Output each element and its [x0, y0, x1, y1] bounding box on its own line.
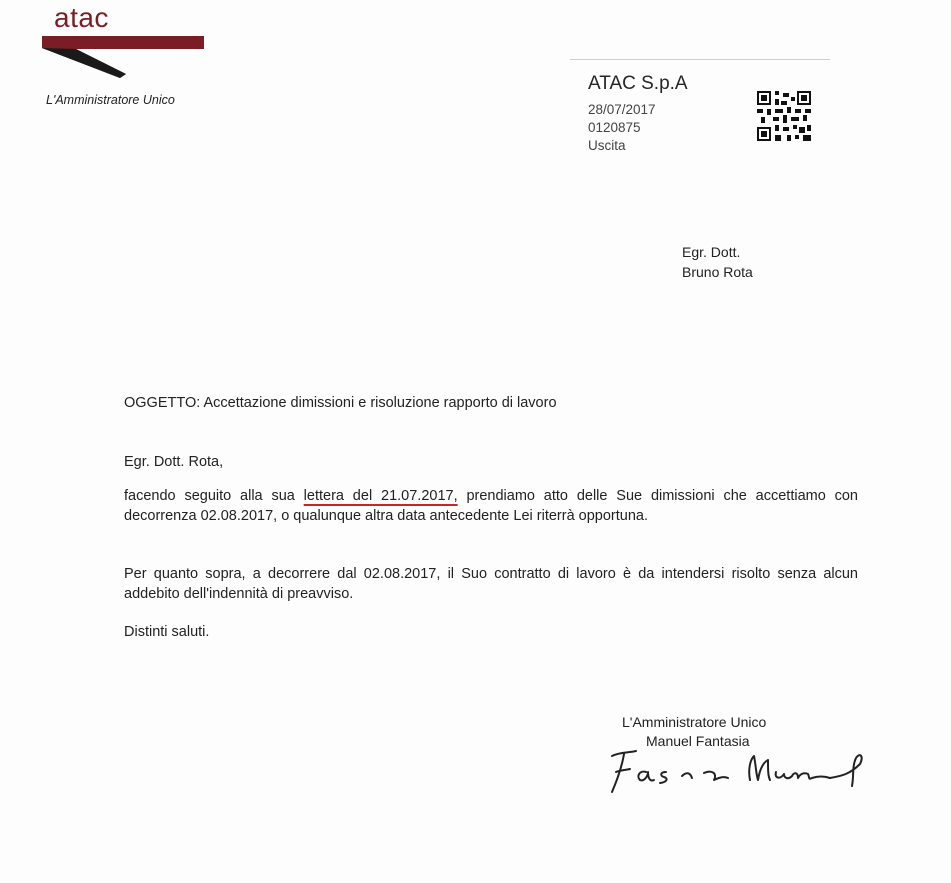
protocol-number: 0120875	[588, 120, 641, 135]
body-paragraph-2: Per quanto sopra, a decorrere dal 02.08.2017, il Suo contratto di lavoro è da intendersi risolto senza alcun addebito dell'indennità di preavviso.	[124, 566, 858, 602]
sender-title: L'Amministratore Unico	[46, 93, 175, 107]
para1-intro: facendo seguito alla sua	[124, 488, 304, 504]
signatory-role: L'Amministratore Unico	[622, 714, 767, 730]
protocol-date: 28/07/2017	[588, 102, 656, 117]
recipient-address	[682, 242, 753, 282]
protocol-direction: Uscita	[588, 138, 626, 153]
letter-closing: Distinti saluti.	[124, 624, 210, 640]
atac-logo-text: atac	[54, 2, 109, 33]
signatory-name: Manuel Fantasia	[646, 733, 750, 749]
protocol-stamp	[588, 73, 688, 155]
protocol-company: ATAC S.p.A	[588, 73, 688, 94]
atac-logo-arrow-icon	[40, 34, 206, 80]
qr-code-icon	[757, 91, 811, 141]
body-paragraph-1	[124, 486, 858, 526]
letter-salutation: Egr. Dott. Rota,	[124, 454, 224, 470]
letter-subject: OGGETTO: Accettazione dimissioni e risoluzione rapporto di lavoro	[124, 395, 557, 411]
para1-rest: prendiamo atto delle Sue dimissioni che accettiamo con decorrenza 02.08.2017, o qualunque altra data antecedente Lei riterrà opportuna.	[124, 488, 858, 524]
highlighted-letter-reference: lettera del 21.07.2017,	[303, 488, 458, 504]
recipient-name: Bruno Rota	[682, 264, 753, 280]
protocol-divider	[570, 59, 830, 60]
handwritten-signature	[598, 742, 898, 800]
recipient-title: Egr. Dott.	[682, 244, 741, 260]
